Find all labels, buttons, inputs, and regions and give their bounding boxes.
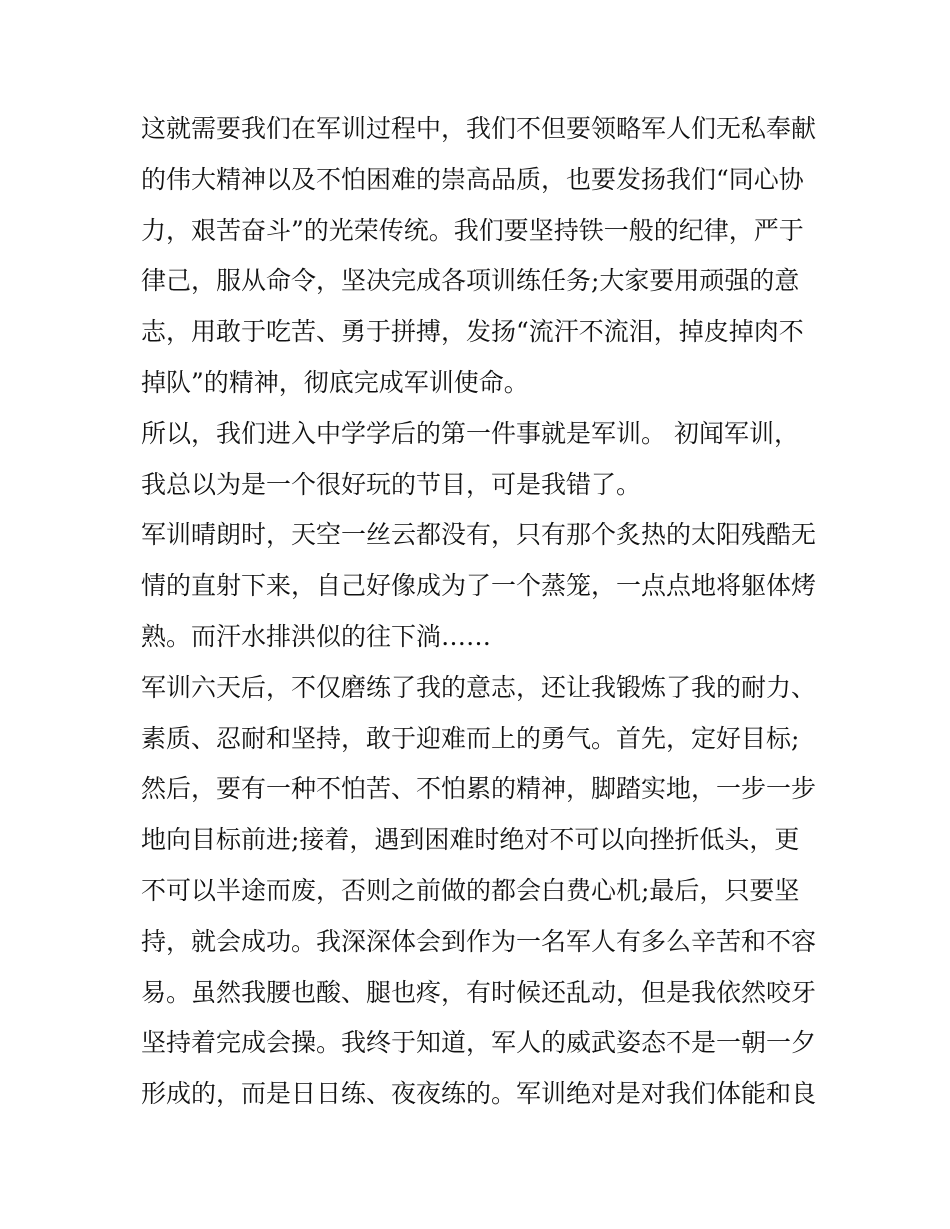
text-line: 不可以半途而废，否则之前做的都会白费心机;最后，只要坚 <box>141 875 800 905</box>
text-line: 易。虽然我腰也酸、腿也疼，有时候还乱动，但是我依然咬牙 <box>141 977 817 1007</box>
text-line: 坚持着完成会操。我终于知道，军人的威武姿态不是一朝一夕 <box>141 1028 817 1058</box>
text-line: 然后，要有一种不怕苦、不怕累的精神，脚踏实地，一步一步 <box>141 774 817 804</box>
text-line: 持，就会成功。我深深体会到作为一名军人有多么辛苦和不容 <box>141 926 817 956</box>
text-line: 军训晴朗时，天空一丝云都没有，只有那个炙热的太阳残酷无 <box>141 520 817 550</box>
text-line: 军训六天后，不仅磨练了我的意志，还让我锻炼了我的耐力、 <box>141 672 817 702</box>
text-line: 志，用敢于吃苦、勇于拼搏，发扬“流汗不流泪，掉皮掉肉不 <box>141 317 804 347</box>
text-line: 情的直射下来，自己好像成为了一个蒸笼，一点点地将躯体烤 <box>141 571 817 601</box>
text-line: 地向目标前进;接着，遇到困难时绝对不可以向挫折低头，更 <box>141 825 800 855</box>
text-line: 掉队”的精神，彻底完成军训使命。 <box>141 367 529 397</box>
text-line: 我总以为是一个很好玩的节目，可是我错了。 <box>141 469 642 499</box>
text-line: 素质、忍耐和坚持，敢于迎难而上的勇气。首先，定好目标; <box>141 723 800 753</box>
text-line: 形成的，而是日日练、夜夜练的。军训绝对是对我们体能和良 <box>141 1079 817 1109</box>
text-line: 的伟大精神以及不怕困难的崇高品质，也要发扬我们“同心协 <box>141 164 804 194</box>
text-line: 熟。而汗水排洪似的往下淌…… <box>141 621 492 651</box>
text-line: 所以，我们进入中学学后的第一件事就是军训。 初闻军训， <box>141 418 799 448</box>
document-body <box>141 104 821 1120</box>
text-line: 力，艰苦奋斗”的光荣传统。我们要坚持铁一般的纪律，严于 <box>141 215 804 245</box>
text-line: 这就需要我们在军训过程中，我们不但要领略军人们无私奉献 <box>141 114 817 143</box>
text-line: 律己，服从命令，坚决完成各项训练任务;大家要用顽强的意 <box>141 266 800 296</box>
